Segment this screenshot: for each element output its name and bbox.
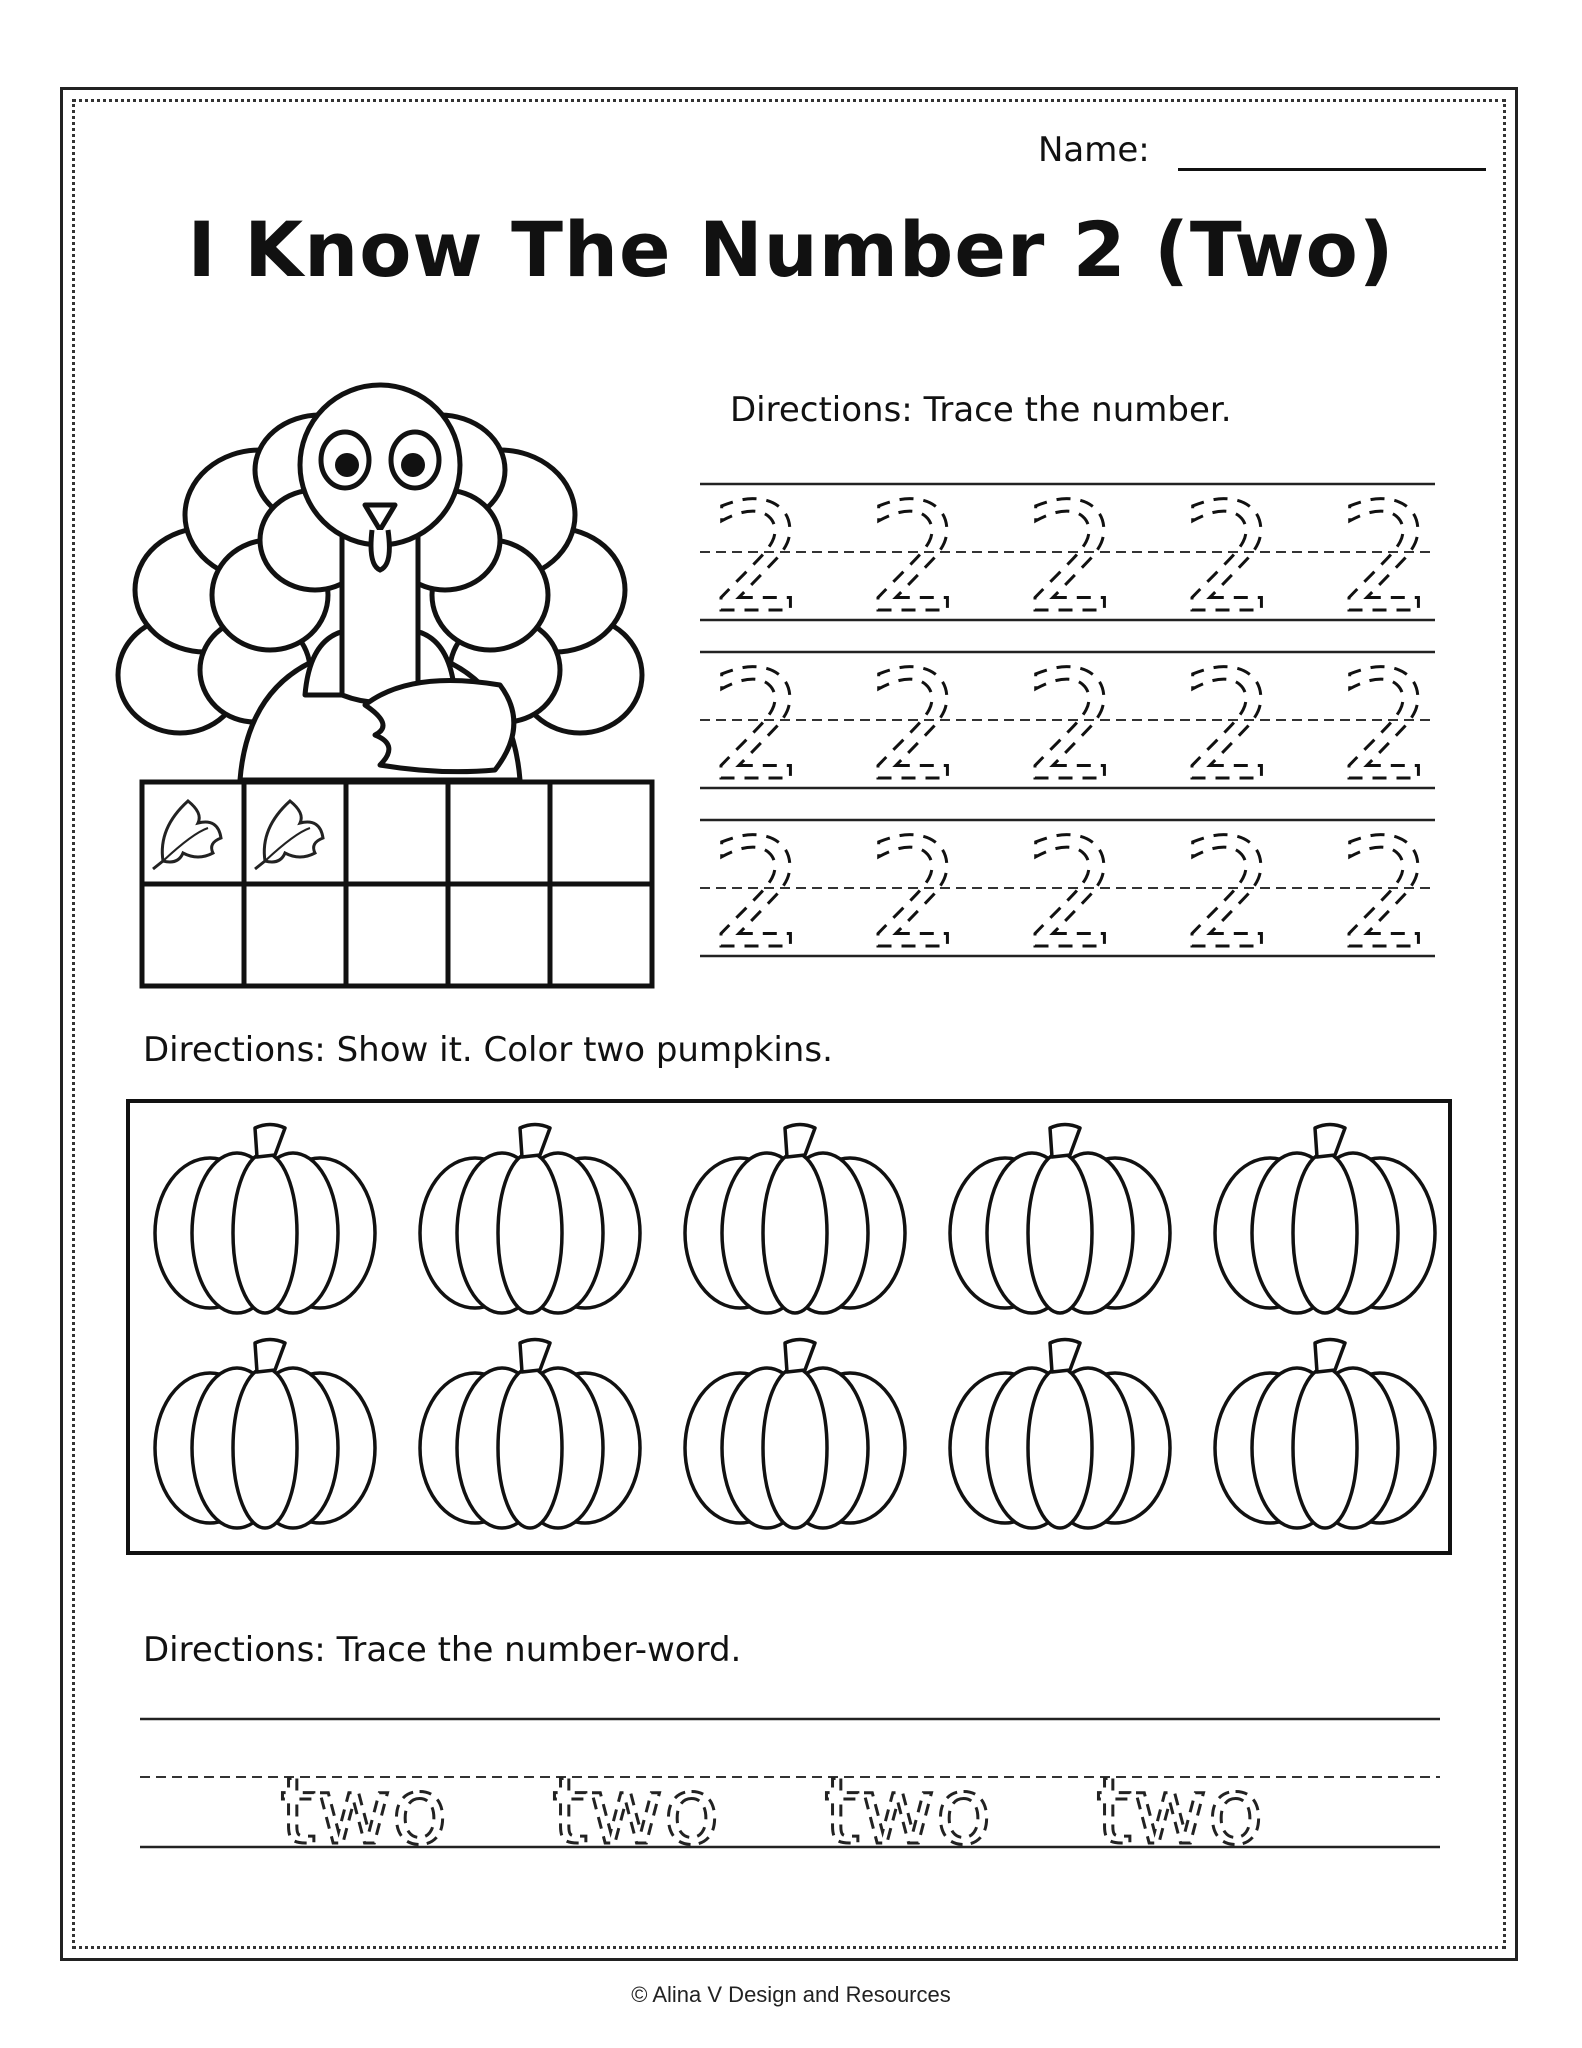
trace-word[interactable]: two xyxy=(552,1758,720,1865)
trace-digit[interactable]: 2 xyxy=(1024,808,1120,982)
trace-digit[interactable]: 2 xyxy=(1181,808,1277,982)
pumpkin-box xyxy=(125,1098,1455,1558)
ten-frame-cell[interactable] xyxy=(550,884,652,986)
page-title: I Know The Number 2 (Two) xyxy=(187,205,1395,294)
trace-digit[interactable]: 2 xyxy=(1024,472,1120,646)
ten-frame-cell[interactable] xyxy=(346,884,448,986)
trace-digit[interactable]: 2 xyxy=(710,472,806,646)
ten-frame-cell[interactable] xyxy=(448,782,550,884)
ten-frame xyxy=(138,778,668,994)
directions-show-it: Directions: Show it. Color two pumpkins. xyxy=(143,1030,833,1070)
name-label: Name: xyxy=(1038,130,1150,170)
trace-digit[interactable]: 2 xyxy=(867,640,963,814)
pumpkin-icon[interactable] xyxy=(685,1125,905,1314)
pumpkin-icon[interactable] xyxy=(420,1125,640,1314)
pumpkin-icon[interactable] xyxy=(155,1125,375,1314)
trace-digit[interactable]: 2 xyxy=(710,640,806,814)
trace-word[interactable]: two xyxy=(824,1758,992,1865)
pumpkin-icon[interactable] xyxy=(1215,1340,1435,1529)
ten-frame-cell[interactable] xyxy=(244,884,346,986)
pumpkin-icon[interactable] xyxy=(155,1340,375,1529)
trace-digit[interactable]: 2 xyxy=(1338,640,1434,814)
copyright-footer: © Alina V Design and Resources xyxy=(631,1982,951,2007)
trace-digit[interactable]: 2 xyxy=(1181,472,1277,646)
trace-digit[interactable]: 2 xyxy=(1338,808,1434,982)
ten-frame-cell[interactable] xyxy=(550,782,652,884)
trace-digit[interactable]: 2 xyxy=(1024,640,1120,814)
ten-frame-cell[interactable] xyxy=(448,884,550,986)
ten-frame-cell[interactable] xyxy=(346,782,448,884)
trace-digit[interactable]: 2 xyxy=(710,808,806,982)
pumpkin-icon[interactable] xyxy=(950,1125,1170,1314)
trace-digit[interactable]: 2 xyxy=(1338,472,1434,646)
trace-digit[interactable]: 2 xyxy=(867,808,963,982)
turkey-icon xyxy=(110,365,650,785)
directions-trace-number: Directions: Trace the number. xyxy=(730,390,1232,430)
trace-word[interactable]: two xyxy=(280,1758,448,1865)
pumpkin-icon[interactable] xyxy=(950,1340,1170,1529)
pumpkin-icon[interactable] xyxy=(1215,1125,1435,1314)
pumpkin-icon[interactable] xyxy=(420,1340,640,1529)
pumpkin-icon[interactable] xyxy=(685,1340,905,1529)
trace-number-area[interactable] xyxy=(700,472,1435,990)
name-field[interactable] xyxy=(1178,168,1486,171)
directions-trace-word: Directions: Trace the number-word. xyxy=(143,1630,742,1670)
trace-digit[interactable]: 2 xyxy=(867,472,963,646)
trace-digit[interactable]: 2 xyxy=(1181,640,1277,814)
trace-word-area[interactable] xyxy=(140,1715,1450,1865)
ten-frame-cell[interactable] xyxy=(142,884,244,986)
trace-word[interactable]: two xyxy=(1096,1758,1264,1865)
